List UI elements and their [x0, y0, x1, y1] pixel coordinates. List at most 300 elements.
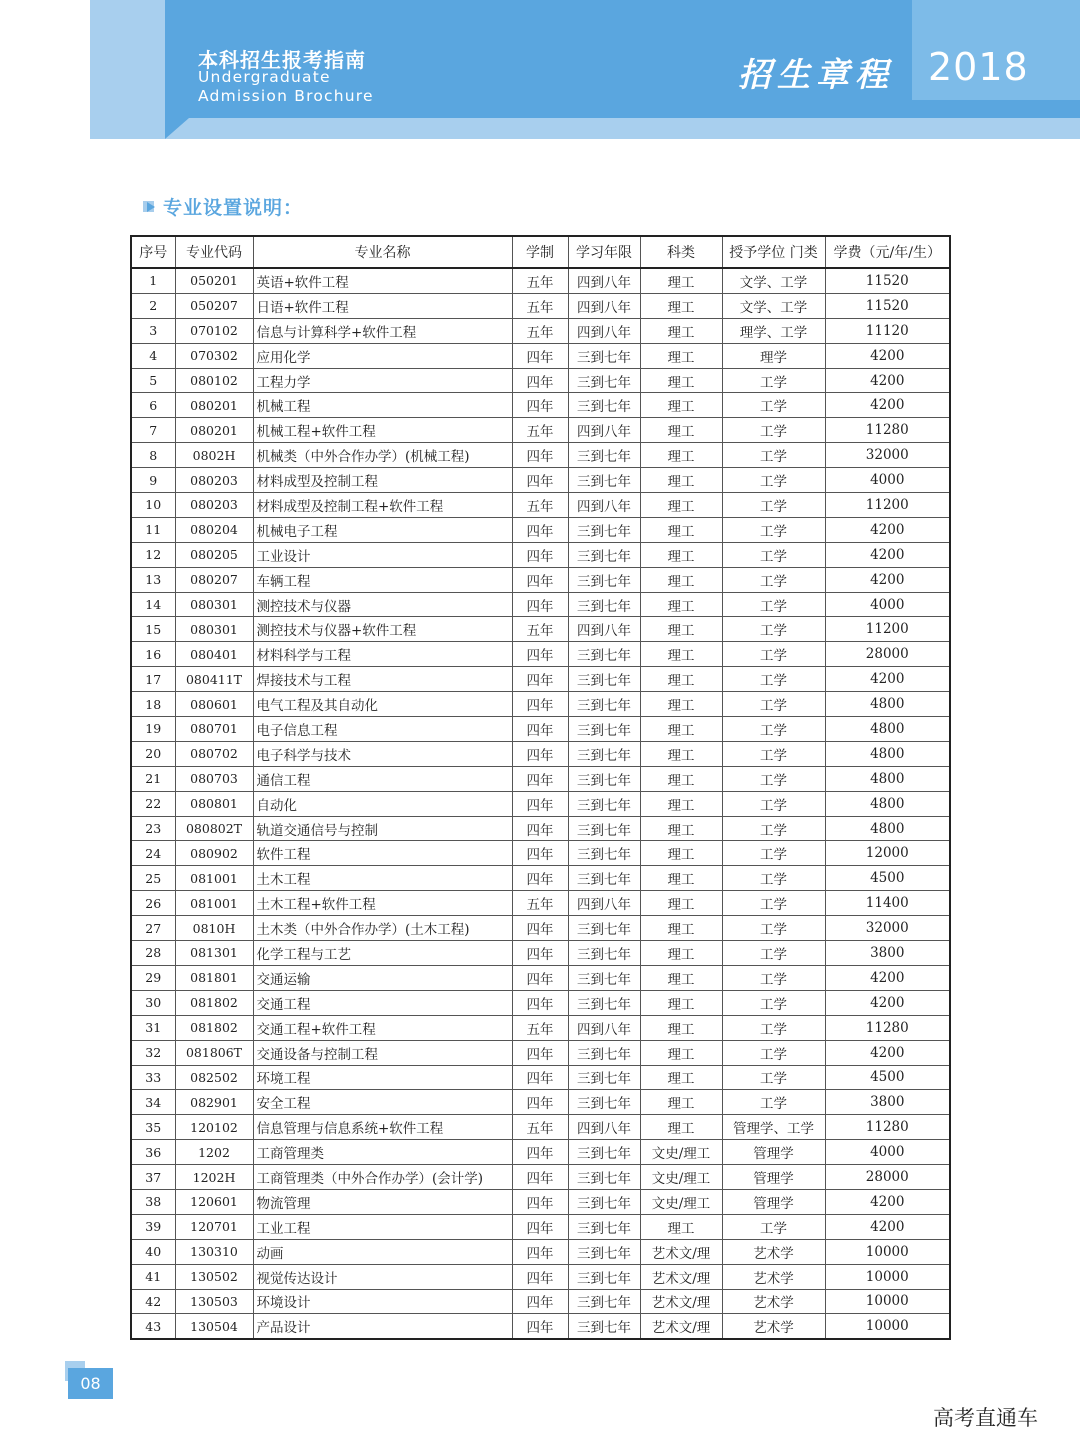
cell-code: 081001	[175, 866, 253, 891]
table-row	[131, 1115, 950, 1140]
cell-degree: 工学	[722, 766, 825, 791]
cell-system: 四年	[512, 741, 568, 766]
cell-name: 通信工程	[253, 766, 512, 791]
cell-code: 081001	[175, 891, 253, 916]
cell-fee: 4800	[825, 766, 950, 791]
cell-category: 理工	[640, 592, 722, 617]
cell-system: 四年	[512, 1189, 568, 1214]
cell-degree: 工学	[722, 493, 825, 518]
cell-name: 电子科学与技术	[253, 741, 512, 766]
cell-fee: 32000	[825, 443, 950, 468]
cell-years: 三到七年	[568, 941, 640, 966]
cell-years: 三到七年	[568, 990, 640, 1015]
cell-degree: 工学	[722, 592, 825, 617]
cell-degree: 工学	[722, 667, 825, 692]
table-header-row	[131, 236, 950, 268]
header-banner-notch	[165, 118, 189, 139]
cell-code: 080401	[175, 642, 253, 667]
cell-seq: 15	[131, 617, 175, 642]
cell-years: 三到七年	[568, 567, 640, 592]
cell-code: 080802T	[175, 816, 253, 841]
watermark-text: 高考直通车	[933, 1406, 1038, 1430]
cell-seq: 22	[131, 791, 175, 816]
cell-name: 土木类（中外合作办学）(土木工程)	[253, 916, 512, 941]
cell-degree: 工学	[722, 891, 825, 916]
cell-category: 理工	[640, 766, 722, 791]
cell-seq: 7	[131, 418, 175, 443]
cell-fee: 4200	[825, 343, 950, 368]
brand-chinese: 本科招生报考指南	[198, 48, 366, 72]
cell-system: 四年	[512, 1264, 568, 1289]
cell-years: 四到八年	[568, 1015, 640, 1040]
cell-code: 080701	[175, 717, 253, 742]
table-row	[131, 667, 950, 692]
cell-seq: 25	[131, 866, 175, 891]
cell-system: 四年	[512, 990, 568, 1015]
brand-english-line1: Undergraduate	[198, 68, 331, 86]
cell-fee: 11400	[825, 891, 950, 916]
table-header	[131, 236, 950, 268]
cell-fee: 11280	[825, 1015, 950, 1040]
cell-code: 080207	[175, 567, 253, 592]
cell-system: 四年	[512, 1065, 568, 1090]
cell-degree: 工学	[722, 368, 825, 393]
cell-system: 四年	[512, 1090, 568, 1115]
cell-system: 四年	[512, 941, 568, 966]
cell-seq: 2	[131, 293, 175, 318]
cell-category: 理工	[640, 816, 722, 841]
cell-degree: 文学、工学	[722, 293, 825, 318]
cell-seq: 8	[131, 443, 175, 468]
cell-fee: 4200	[825, 1189, 950, 1214]
cell-fee: 28000	[825, 642, 950, 667]
cell-name: 机械类（中外合作办学）(机械工程)	[253, 443, 512, 468]
cell-seq: 20	[131, 741, 175, 766]
cell-system: 五年	[512, 418, 568, 443]
cell-category: 艺术文/理	[640, 1239, 722, 1264]
cell-seq: 32	[131, 1040, 175, 1065]
cell-fee: 4800	[825, 816, 950, 841]
table-row	[131, 816, 950, 841]
table-row	[131, 268, 950, 293]
cell-years: 三到七年	[568, 965, 640, 990]
cell-degree: 工学	[722, 791, 825, 816]
cell-code: 080411T	[175, 667, 253, 692]
cell-years: 三到七年	[568, 1040, 640, 1065]
cell-code: 081802	[175, 990, 253, 1015]
table-row	[131, 841, 950, 866]
cell-fee: 4200	[825, 965, 950, 990]
table-row	[131, 1165, 950, 1190]
table-row	[131, 1264, 950, 1289]
cell-category: 理工	[640, 717, 722, 742]
cell-fee: 4200	[825, 542, 950, 567]
table-row	[131, 642, 950, 667]
cell-seq: 24	[131, 841, 175, 866]
cell-fee: 28000	[825, 1165, 950, 1190]
section-title: 专业设置说明：	[163, 197, 304, 219]
header-title: 招生章程	[738, 55, 894, 94]
cell-fee: 11120	[825, 318, 950, 343]
cell-name: 交通设备与控制工程	[253, 1040, 512, 1065]
table-row	[131, 1090, 950, 1115]
cell-fee: 3800	[825, 941, 950, 966]
cell-category: 理工	[640, 293, 722, 318]
cell-years: 三到七年	[568, 766, 640, 791]
cell-category: 理工	[640, 393, 722, 418]
cell-category: 理工	[640, 741, 722, 766]
cell-seq: 40	[131, 1239, 175, 1264]
cell-degree: 工学	[722, 1090, 825, 1115]
cell-system: 四年	[512, 1214, 568, 1239]
cell-degree: 文学、工学	[722, 268, 825, 293]
cell-years: 三到七年	[568, 1189, 640, 1214]
cell-name: 工业设计	[253, 542, 512, 567]
cell-system: 五年	[512, 493, 568, 518]
cell-code: 050207	[175, 293, 253, 318]
table-row	[131, 517, 950, 542]
table-row	[131, 866, 950, 891]
cell-category: 理工	[640, 443, 722, 468]
cell-fee: 4200	[825, 517, 950, 542]
cell-degree: 工学	[722, 567, 825, 592]
table-row	[131, 493, 950, 518]
cell-seq: 42	[131, 1289, 175, 1314]
cell-system: 四年	[512, 1289, 568, 1314]
cell-code: 080203	[175, 493, 253, 518]
cell-category: 理工	[640, 542, 722, 567]
cell-degree: 工学	[722, 468, 825, 493]
cell-years: 三到七年	[568, 692, 640, 717]
cell-seq: 9	[131, 468, 175, 493]
header-year: 2018	[928, 45, 1029, 89]
cell-code: 080702	[175, 741, 253, 766]
header-degree: 授予学位 门类	[722, 236, 825, 268]
cell-years: 三到七年	[568, 1239, 640, 1264]
cell-system: 五年	[512, 891, 568, 916]
header-years: 学习年限	[568, 236, 640, 268]
section-heading	[143, 193, 303, 220]
cell-degree: 工学	[722, 617, 825, 642]
cell-degree: 工学	[722, 1015, 825, 1040]
cell-category: 理工	[640, 418, 722, 443]
cell-name: 机械工程	[253, 393, 512, 418]
cell-fee: 4200	[825, 667, 950, 692]
cell-system: 五年	[512, 293, 568, 318]
cell-fee: 4800	[825, 692, 950, 717]
cell-code: 081806T	[175, 1040, 253, 1065]
cell-system: 四年	[512, 517, 568, 542]
cell-code: 130503	[175, 1289, 253, 1314]
cell-fee: 4500	[825, 866, 950, 891]
table-row	[131, 617, 950, 642]
cell-category: 理工	[640, 866, 722, 891]
table-row	[131, 916, 950, 941]
cell-category: 理工	[640, 1065, 722, 1090]
cell-category: 理工	[640, 368, 722, 393]
cell-degree: 工学	[722, 717, 825, 742]
cell-degree: 管理学	[722, 1165, 825, 1190]
header-code: 专业代码	[175, 236, 253, 268]
cell-name: 工业工程	[253, 1214, 512, 1239]
cell-name: 应用化学	[253, 343, 512, 368]
cell-system: 四年	[512, 1314, 568, 1339]
table-row	[131, 941, 950, 966]
header-seq: 序号	[131, 236, 175, 268]
cell-degree: 理学、工学	[722, 318, 825, 343]
cell-years: 三到七年	[568, 791, 640, 816]
cell-code: 1202	[175, 1140, 253, 1165]
cell-code: 130502	[175, 1264, 253, 1289]
cell-degree: 工学	[722, 965, 825, 990]
table-row	[131, 368, 950, 393]
cell-name: 工程力学	[253, 368, 512, 393]
table-row	[131, 343, 950, 368]
cell-fee: 12000	[825, 841, 950, 866]
cell-seq: 23	[131, 816, 175, 841]
cell-fee: 11520	[825, 293, 950, 318]
cell-system: 五年	[512, 1115, 568, 1140]
table-row	[131, 1189, 950, 1214]
cell-system: 四年	[512, 368, 568, 393]
header-system: 学制	[512, 236, 568, 268]
cell-seq: 35	[131, 1115, 175, 1140]
cell-seq: 38	[131, 1189, 175, 1214]
cell-years: 三到七年	[568, 841, 640, 866]
table-row	[131, 293, 950, 318]
cell-code: 080902	[175, 841, 253, 866]
cell-system: 四年	[512, 965, 568, 990]
table-row	[131, 1015, 950, 1040]
cell-system: 四年	[512, 1239, 568, 1264]
cell-code: 082901	[175, 1090, 253, 1115]
cell-code: 080204	[175, 517, 253, 542]
cell-fee: 4200	[825, 1214, 950, 1239]
cell-name: 物流管理	[253, 1189, 512, 1214]
cell-seq: 28	[131, 941, 175, 966]
cell-code: 130504	[175, 1314, 253, 1339]
table-row	[131, 965, 950, 990]
table-row	[131, 1239, 950, 1264]
cell-seq: 4	[131, 343, 175, 368]
cell-degree: 工学	[722, 866, 825, 891]
cell-seq: 34	[131, 1090, 175, 1115]
cell-name: 土木工程	[253, 866, 512, 891]
table-row	[131, 418, 950, 443]
cell-years: 四到八年	[568, 418, 640, 443]
cell-category: 理工	[640, 1040, 722, 1065]
cell-fee: 4200	[825, 567, 950, 592]
cell-years: 四到八年	[568, 617, 640, 642]
cell-fee: 11520	[825, 268, 950, 293]
cell-code: 080102	[175, 368, 253, 393]
cell-category: 理工	[640, 692, 722, 717]
cell-years: 三到七年	[568, 642, 640, 667]
cell-seq: 11	[131, 517, 175, 542]
cell-seq: 6	[131, 393, 175, 418]
cell-fee: 4200	[825, 368, 950, 393]
cell-seq: 36	[131, 1140, 175, 1165]
cell-code: 080703	[175, 766, 253, 791]
cell-code: 130310	[175, 1239, 253, 1264]
header-category: 科类	[640, 236, 722, 268]
majors-table	[130, 235, 951, 1340]
cell-degree: 艺术学	[722, 1264, 825, 1289]
cell-system: 四年	[512, 816, 568, 841]
cell-seq: 21	[131, 766, 175, 791]
cell-system: 四年	[512, 567, 568, 592]
cell-system: 五年	[512, 617, 568, 642]
cell-degree: 工学	[722, 916, 825, 941]
cell-seq: 30	[131, 990, 175, 1015]
cell-system: 五年	[512, 1015, 568, 1040]
cell-category: 理工	[640, 941, 722, 966]
cell-name: 日语+软件工程	[253, 293, 512, 318]
cell-code: 081301	[175, 941, 253, 966]
cell-years: 三到七年	[568, 1314, 640, 1339]
cell-seq: 33	[131, 1065, 175, 1090]
cell-fee: 4200	[825, 1040, 950, 1065]
cell-code: 070102	[175, 318, 253, 343]
cell-years: 四到八年	[568, 268, 640, 293]
cell-years: 三到七年	[568, 517, 640, 542]
cell-fee: 10000	[825, 1264, 950, 1289]
cell-name: 环境工程	[253, 1065, 512, 1090]
cell-degree: 工学	[722, 517, 825, 542]
table-row	[131, 1289, 950, 1314]
table-row	[131, 318, 950, 343]
cell-degree: 管理学、工学	[722, 1115, 825, 1140]
cell-seq: 19	[131, 717, 175, 742]
cell-degree: 艺术学	[722, 1289, 825, 1314]
cell-category: 理工	[640, 667, 722, 692]
table-row	[131, 542, 950, 567]
cell-category: 艺术文/理	[640, 1289, 722, 1314]
cell-degree: 管理学	[722, 1140, 825, 1165]
cell-name: 信息与计算科学+软件工程	[253, 318, 512, 343]
cell-fee: 4000	[825, 468, 950, 493]
cell-name: 轨道交通信号与控制	[253, 816, 512, 841]
table-row	[131, 1065, 950, 1090]
cell-code: 0802H	[175, 443, 253, 468]
cell-category: 理工	[640, 965, 722, 990]
cell-fee: 3800	[825, 1090, 950, 1115]
cell-seq: 18	[131, 692, 175, 717]
cell-name: 交通工程+软件工程	[253, 1015, 512, 1040]
cell-seq: 37	[131, 1165, 175, 1190]
table-row	[131, 766, 950, 791]
cell-years: 四到八年	[568, 1115, 640, 1140]
table-row	[131, 1140, 950, 1165]
cell-fee: 4200	[825, 990, 950, 1015]
page-number: 08	[68, 1368, 113, 1399]
cell-code: 080201	[175, 418, 253, 443]
cell-system: 四年	[512, 791, 568, 816]
cell-years: 三到七年	[568, 916, 640, 941]
cell-category: 理工	[640, 268, 722, 293]
cell-name: 产品设计	[253, 1314, 512, 1339]
cell-code: 081802	[175, 1015, 253, 1040]
cell-fee: 4500	[825, 1065, 950, 1090]
cell-name: 自动化	[253, 791, 512, 816]
cell-system: 四年	[512, 343, 568, 368]
cell-category: 理工	[640, 1115, 722, 1140]
arrow-bullet-icon	[143, 200, 157, 214]
cell-system: 四年	[512, 642, 568, 667]
cell-code: 080201	[175, 393, 253, 418]
cell-degree: 工学	[722, 1040, 825, 1065]
cell-code: 120102	[175, 1115, 253, 1140]
cell-fee: 11200	[825, 617, 950, 642]
cell-years: 三到七年	[568, 717, 640, 742]
cell-code: 080801	[175, 791, 253, 816]
cell-system: 四年	[512, 1140, 568, 1165]
cell-degree: 艺术学	[722, 1239, 825, 1264]
cell-degree: 工学	[722, 642, 825, 667]
cell-code: 120601	[175, 1189, 253, 1214]
cell-degree: 工学	[722, 941, 825, 966]
cell-years: 三到七年	[568, 393, 640, 418]
cell-name: 工商管理类	[253, 1140, 512, 1165]
cell-degree: 工学	[722, 816, 825, 841]
cell-degree: 工学	[722, 692, 825, 717]
cell-seq: 13	[131, 567, 175, 592]
cell-system: 四年	[512, 766, 568, 791]
cell-name: 环境设计	[253, 1289, 512, 1314]
table-row	[131, 990, 950, 1015]
cell-category: 理工	[640, 343, 722, 368]
cell-fee: 32000	[825, 916, 950, 941]
cell-category: 理工	[640, 1015, 722, 1040]
cell-code: 080205	[175, 542, 253, 567]
cell-years: 三到七年	[568, 468, 640, 493]
cell-system: 四年	[512, 443, 568, 468]
cell-category: 理工	[640, 891, 722, 916]
table-row	[131, 393, 950, 418]
cell-category: 理工	[640, 493, 722, 518]
cell-category: 理工	[640, 791, 722, 816]
cell-name: 车辆工程	[253, 567, 512, 592]
cell-degree: 管理学	[722, 1189, 825, 1214]
cell-name: 机械工程+软件工程	[253, 418, 512, 443]
cell-fee: 11200	[825, 493, 950, 518]
cell-category: 理工	[640, 318, 722, 343]
cell-degree: 工学	[722, 741, 825, 766]
cell-category: 理工	[640, 468, 722, 493]
cell-system: 四年	[512, 692, 568, 717]
cell-years: 四到八年	[568, 891, 640, 916]
cell-name: 动画	[253, 1239, 512, 1264]
cell-seq: 26	[131, 891, 175, 916]
cell-seq: 39	[131, 1214, 175, 1239]
cell-code: 080601	[175, 692, 253, 717]
table-row	[131, 443, 950, 468]
cell-system: 四年	[512, 1040, 568, 1065]
cell-degree: 工学	[722, 443, 825, 468]
cell-name: 交通运输	[253, 965, 512, 990]
cell-seq: 12	[131, 542, 175, 567]
cell-years: 三到七年	[568, 1289, 640, 1314]
table-row	[131, 1214, 950, 1239]
cell-name: 测控技术与仪器+软件工程	[253, 617, 512, 642]
cell-years: 三到七年	[568, 1140, 640, 1165]
cell-seq: 29	[131, 965, 175, 990]
cell-years: 三到七年	[568, 1090, 640, 1115]
cell-name: 机械电子工程	[253, 517, 512, 542]
cell-degree: 艺术学	[722, 1314, 825, 1339]
cell-seq: 41	[131, 1264, 175, 1289]
cell-degree: 工学	[722, 990, 825, 1015]
